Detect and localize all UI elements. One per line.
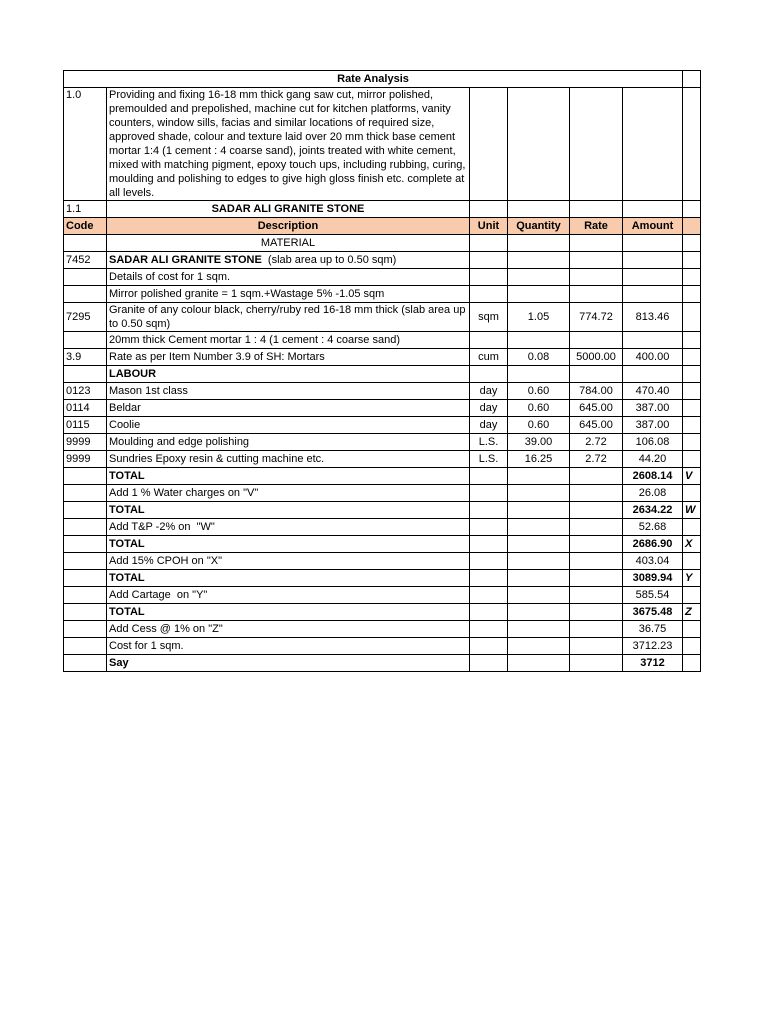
cell-rate [570,621,623,638]
sheet-title: Rate Analysis [64,71,683,88]
item-description-row [64,88,701,201]
description-text: Beldar [109,402,141,414]
cell-amount: 403.04 [623,553,683,570]
description-text: Add Cess @ 1% on "Z" [109,623,223,635]
description-bold: TOTAL [109,572,145,584]
cell-code [64,655,107,672]
cell-code [64,502,107,519]
cell-mark [683,434,701,451]
cell-mark [683,400,701,417]
cell-code: 9999 [64,434,107,451]
cell-unit [470,553,508,570]
cell-quantity [508,621,570,638]
cell-quantity: 0.08 [508,349,570,366]
cell-rate [570,604,623,621]
cell-rate [570,638,623,655]
empty-cell [623,201,683,218]
description-bold: TOTAL [109,538,145,550]
cell-unit [470,587,508,604]
cell-amount: 3089.94 [623,570,683,587]
cell-code: 7452 [64,252,107,269]
cell-rate: 2.72 [570,434,623,451]
item-code: 1.0 [64,88,107,201]
cell-rate: 784.00 [570,383,623,400]
cell-description [107,269,470,286]
description-text: 20mm thick Cement mortar 1 : 4 (1 cement : 4 coarse sand) [109,334,401,346]
cell-amount: 400.00 [623,349,683,366]
cell-mark [683,383,701,400]
cell-quantity: 0.60 [508,383,570,400]
table-row [64,604,701,621]
cell-mark [683,417,701,434]
cell-mark [683,332,701,349]
table-row [64,536,701,553]
cell-description [107,434,470,451]
cell-description [107,638,470,655]
table-row [64,553,701,570]
title-row [64,71,701,88]
table-row [64,434,701,451]
cell-unit [470,621,508,638]
empty-cell [683,235,701,252]
cell-unit [470,332,508,349]
cell-unit [470,604,508,621]
column-header-row [64,218,701,235]
cell-description [107,286,470,303]
cell-amount: 387.00 [623,417,683,434]
cell-amount: 387.00 [623,400,683,417]
empty-cell [683,201,701,218]
cell-code [64,553,107,570]
cell-unit: day [470,417,508,434]
table-row [64,332,701,349]
table-row [64,269,701,286]
cell-mark [683,303,701,332]
table-row [64,366,701,383]
cell-quantity [508,655,570,672]
cell-amount: 106.08 [623,434,683,451]
cell-quantity [508,366,570,383]
cell-quantity [508,286,570,303]
description-bold: TOTAL [109,606,145,618]
subitem-row [64,201,701,218]
cell-unit: L.S. [470,434,508,451]
table-row [64,502,701,519]
cell-rate: 2.72 [570,451,623,468]
cell-unit [470,286,508,303]
cell-code [64,269,107,286]
cell-amount: 3712 [623,655,683,672]
cell-code [64,604,107,621]
cell-description [107,451,470,468]
header-description: Description [107,218,470,235]
cell-description [107,621,470,638]
cell-rate [570,570,623,587]
cell-code [64,332,107,349]
cell-rate: 5000.00 [570,349,623,366]
empty-cell [683,71,701,88]
cell-mark [683,655,701,672]
cell-rate [570,536,623,553]
cell-unit [470,519,508,536]
cell-description [107,383,470,400]
cell-rate [570,252,623,269]
cell-unit [470,638,508,655]
cell-code [64,570,107,587]
description-bold: LABOUR [109,368,157,380]
cell-quantity [508,519,570,536]
cell-description [107,502,470,519]
cell-unit [470,570,508,587]
cell-code [64,485,107,502]
cell-quantity [508,604,570,621]
cell-description [107,349,470,366]
empty-cell [470,88,508,201]
cell-unit [470,485,508,502]
cell-mark [683,587,701,604]
description-bold: Say [109,657,129,669]
empty-cell [508,235,570,252]
empty-cell [570,235,623,252]
cell-quantity: 39.00 [508,434,570,451]
cell-mark [683,553,701,570]
cell-amount: 44.20 [623,451,683,468]
cell-unit [470,269,508,286]
table-row [64,570,701,587]
cell-mark [683,519,701,536]
cell-rate [570,587,623,604]
empty-cell [508,201,570,218]
cell-unit [470,468,508,485]
cell-unit [470,366,508,383]
section-material: MATERIAL [107,235,470,252]
cell-quantity [508,553,570,570]
cell-amount: 3712.23 [623,638,683,655]
cell-mark: Z [683,604,701,621]
cell-amount: 470.40 [623,383,683,400]
description-text: Moulding and edge polishing [109,436,250,448]
cell-unit: day [470,400,508,417]
cell-rate [570,286,623,303]
cell-amount: 52.68 [623,519,683,536]
table-row [64,349,701,366]
cell-mark [683,621,701,638]
table-row [64,655,701,672]
cell-description [107,252,470,269]
cell-rate: 645.00 [570,400,623,417]
table-row [64,451,701,468]
description-text: Rate as per Item Number 3.9 of SH: Mortars [109,351,325,363]
cell-unit [470,655,508,672]
subitem-name: SADAR ALI GRANITE STONE [107,201,470,218]
table-row [64,383,701,400]
cell-amount: 2686.90 [623,536,683,553]
cell-description [107,366,470,383]
cell-amount [623,269,683,286]
cell-unit [470,252,508,269]
table-row [64,400,701,417]
table-row [64,519,701,536]
description-text: Add 15% CPOH on "X" [109,555,222,567]
cell-description [107,303,470,332]
cell-description [107,604,470,621]
cell-quantity: 1.05 [508,303,570,332]
cell-code [64,366,107,383]
subitem-code: 1.1 [64,201,107,218]
table-row [64,417,701,434]
description-text: Cost for 1 sqm. [109,640,184,652]
header-amount: Amount [623,218,683,235]
cell-mark [683,366,701,383]
cell-code [64,286,107,303]
cell-mark [683,269,701,286]
cell-mark: W [683,502,701,519]
cell-mark [683,638,701,655]
cell-quantity [508,485,570,502]
table-row [64,252,701,269]
cell-quantity: 0.60 [508,417,570,434]
cell-quantity [508,570,570,587]
cell-quantity [508,269,570,286]
description-text: Details of cost for 1 sqm. [109,271,231,283]
empty-cell [64,235,107,252]
description-text: Mirror polished granite = 1 sqm.+Wastage 5% -1.05 sqm [109,288,385,300]
table-row [64,468,701,485]
cell-quantity [508,638,570,655]
cell-code: 7295 [64,303,107,332]
description-text: Mason 1st class [109,385,188,397]
cell-quantity [508,468,570,485]
cell-rate [570,553,623,570]
empty-cell [623,235,683,252]
cell-mark: X [683,536,701,553]
cell-mark [683,252,701,269]
cell-rate [570,468,623,485]
cell-amount [623,332,683,349]
cell-description [107,400,470,417]
cell-unit: sqm [470,303,508,332]
cell-amount: 2634.22 [623,502,683,519]
cell-description [107,536,470,553]
empty-cell [623,88,683,201]
cell-rate [570,655,623,672]
cell-amount [623,286,683,303]
cell-code: 3.9 [64,349,107,366]
header-unit: Unit [470,218,508,235]
cell-description [107,417,470,434]
empty-cell [683,218,701,235]
cell-mark [683,286,701,303]
cell-mark: V [683,468,701,485]
cell-quantity [508,536,570,553]
cell-code [64,536,107,553]
header-rate: Rate [570,218,623,235]
cell-code [64,468,107,485]
description-text: Add T&P -2% on "W" [109,521,215,533]
cell-description [107,553,470,570]
cell-description [107,655,470,672]
cell-unit [470,502,508,519]
cell-code: 0123 [64,383,107,400]
cell-amount: 585.54 [623,587,683,604]
cell-quantity [508,587,570,604]
description-bold: SADAR ALI GRANITE STONE [109,254,262,266]
cell-code: 0114 [64,400,107,417]
cell-rate [570,519,623,536]
cell-quantity: 16.25 [508,451,570,468]
description-bold: TOTAL [109,470,145,482]
cell-amount: 813.46 [623,303,683,332]
cell-unit: day [470,383,508,400]
table-row [64,303,701,332]
description-bold: TOTAL [109,504,145,516]
header-quantity: Quantity [508,218,570,235]
cell-description [107,485,470,502]
cell-mark: Y [683,570,701,587]
cell-description [107,587,470,604]
cell-code [64,587,107,604]
cell-amount: 26.08 [623,485,683,502]
cell-quantity [508,252,570,269]
empty-cell [470,235,508,252]
cell-amount [623,366,683,383]
empty-cell [570,88,623,201]
cell-amount [623,252,683,269]
cell-code [64,621,107,638]
cell-code: 9999 [64,451,107,468]
empty-cell [470,201,508,218]
cell-code [64,519,107,536]
cell-description [107,332,470,349]
cell-quantity [508,502,570,519]
header-code: Code [64,218,107,235]
item-description: Providing and fixing 16-18 mm thick gang saw cut, mirror polished, premoulded and prepolished, machine cut for kitchen platforms, vanity counters, window sills, facias and similar locations of required size, approved shade, colour and texture laid over 20 mm thick base cement mortar 1:4 (1 cement : 4 coarse sand), joints treated with white cement, mixed with matching pigment, epoxy touch ups, including rubbing, curing, moulding and polishing to edges to give high gloss finish etc. complete at all levels. [107,88,470,201]
cell-rate [570,332,623,349]
cell-quantity [508,332,570,349]
section-row [64,235,701,252]
cell-code [64,638,107,655]
cell-mark [683,349,701,366]
cell-mark [683,485,701,502]
cell-unit: cum [470,349,508,366]
description-text: Coolie [109,419,141,431]
cell-rate [570,269,623,286]
rate-analysis-table [63,70,701,672]
cell-amount: 36.75 [623,621,683,638]
table-row [64,621,701,638]
table-row [64,286,701,303]
cell-amount: 3675.48 [623,604,683,621]
empty-cell [570,201,623,218]
cell-quantity: 0.60 [508,400,570,417]
cell-description [107,519,470,536]
cell-rate [570,366,623,383]
cell-unit [470,536,508,553]
cell-rate: 774.72 [570,303,623,332]
table-row [64,587,701,604]
empty-cell [683,88,701,201]
cell-amount: 2608.14 [623,468,683,485]
cell-description [107,468,470,485]
description-text: (slab area up to 0.50 sqm) [261,254,397,266]
description-text: Add 1 % Water charges on "V" [109,487,259,499]
cell-rate [570,485,623,502]
table-row [64,638,701,655]
cell-mark [683,451,701,468]
cell-description [107,570,470,587]
description-text: Add Cartage on "Y" [109,589,208,601]
cell-rate: 645.00 [570,417,623,434]
table-row [64,485,701,502]
cell-code: 0115 [64,417,107,434]
description-text: Granite of any colour black, cherry/ruby red 16-18 mm thick (slab area up to 0.50 sqm) [109,304,469,330]
cell-rate [570,502,623,519]
empty-cell [508,88,570,201]
cell-unit: L.S. [470,451,508,468]
description-text: Sundries Epoxy resin & cutting machine etc. [109,453,325,465]
